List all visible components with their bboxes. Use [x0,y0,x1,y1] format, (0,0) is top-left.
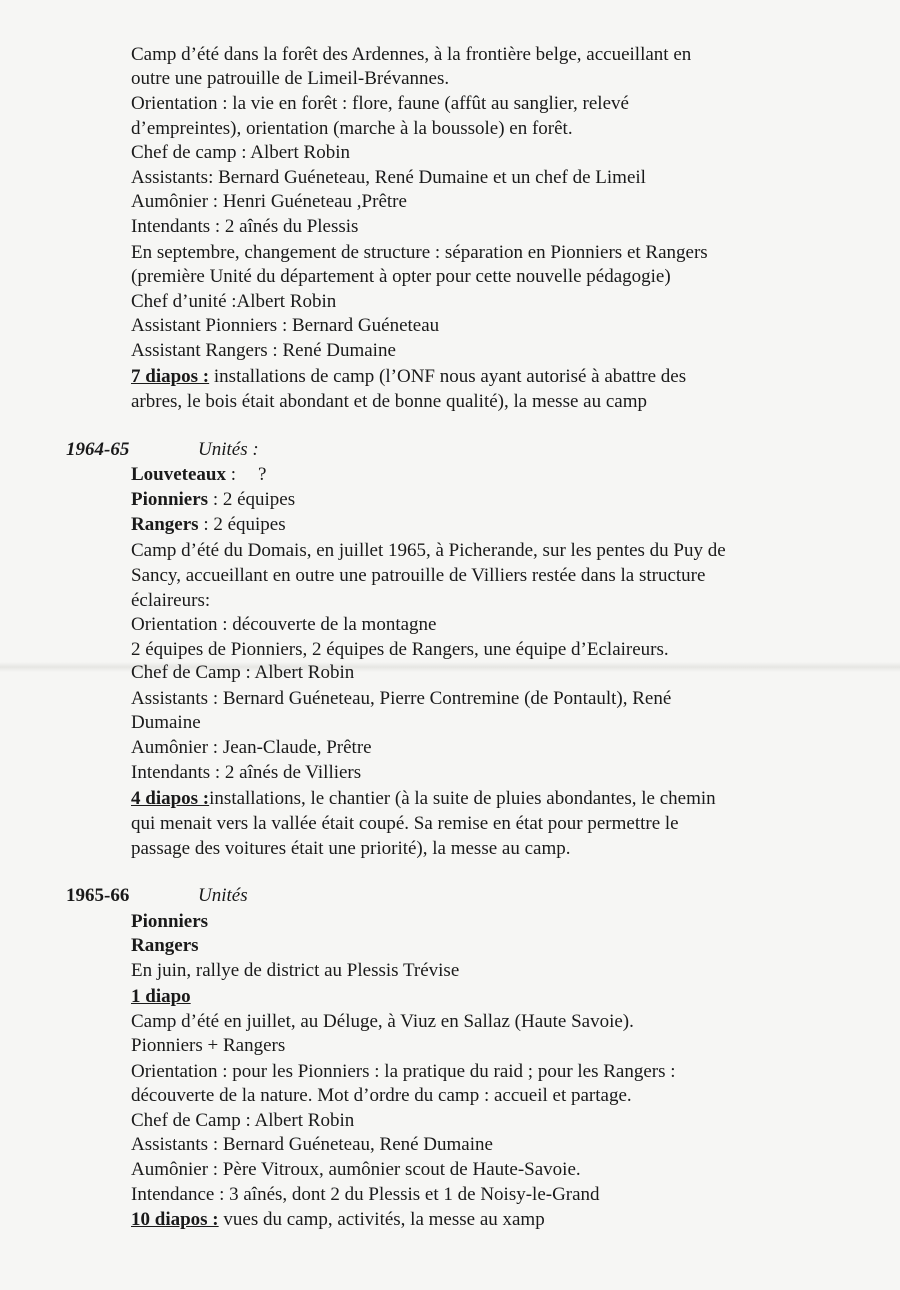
text-line: Camp d’été du Domais, en juillet 1965, à Picherande, sur les pentes du Puy de [131,540,726,561]
text-line: découverte de la nature. Mot d’ordre du camp : accueil et partage. [131,1085,632,1106]
text-line: outre une patrouille de Limeil-Brévannes. [131,68,450,89]
text-line: Chef de Camp : Albert Robin [131,1110,355,1131]
text-line: Orientation : découverte de la montagne [131,614,437,635]
unit-louveteaux: Louveteaux : ? [131,464,267,485]
text-line: Assistant Rangers : René Dumaine [131,340,396,361]
text-line: Assistant Pionniers : Bernard Guéneteau [131,315,440,336]
unit-pionniers: Pionniers : 2 équipes [131,489,296,510]
diapos-label: 4 diapos : [131,788,210,809]
text-line: Pionniers + Rangers [131,1035,286,1056]
text-line: Camp d’été en juillet, au Déluge, à Viuz en Sallaz (Haute Savoie). [131,1011,634,1032]
text-line: Assistants: Bernard Guéneteau, René Dumaine et un chef de Limeil [131,167,646,188]
diapos-line [131,787,716,811]
text-line: d’empreintes), orientation (marche à la boussole) en forêt. [131,118,573,139]
text-line: 2 équipes de Pionniers, 2 équipes de Rangers, une équipe d’Eclaireurs. [131,639,669,660]
unit-rangers: Rangers : 2 équipes [131,514,286,535]
text-line: Sancy, accueillant en outre une patrouille de Villiers restée dans la structure [131,565,706,586]
text-line: Intendants : 2 aînés du Plessis [131,216,359,237]
diapos-label: 10 diapos : [131,1209,219,1230]
year-heading: 1965-66 [66,885,130,906]
text-line: éclaireurs: [131,590,211,611]
text-line: Orientation : la vie en forêt : flore, faune (affût au sanglier, relevé [131,93,629,114]
text-line: En juin, rallye de district au Plessis Trévise [131,960,460,981]
text-line: qui menait vers la vallée était coupé. Sa remise en état pour permettre le [131,813,679,834]
text-line: passage des voitures était une priorité), la messe au camp. [131,838,571,859]
text-line: En septembre, changement de structure : séparation en Pionniers et Rangers [131,242,708,263]
unit-pionniers: Pionniers [131,911,209,932]
text-line: Chef de camp : Albert Robin [131,142,350,163]
text-line: (première Unité du département à opter pour cette nouvelle pédagogie) [131,266,671,287]
diapos-text: installations de camp (l’ONF nous ayant autorisé à abattre des [209,366,687,387]
text-line: arbres, le bois était abondant et de bonne qualité), la messe au camp [131,391,647,412]
diapos-line [131,365,686,389]
text-line: Aumônier : Henri Guéneteau ,Prêtre [131,191,407,212]
text-line: Chef de Camp : Albert Robin [131,662,355,683]
diapos-text: installations, le chantier (à la suite de pluies abondantes, le chemin [209,788,716,809]
text-line: Assistants : Bernard Guéneteau, Pierre Contremine (de Pontault), René [131,688,672,709]
text-line: Dumaine [131,712,201,733]
unites-heading: Unités [198,885,248,906]
unit-rangers: Rangers [131,935,199,956]
text-line: Aumônier : Jean-Claude, Prêtre [131,737,372,758]
text-line: Camp d’été dans la forêt des Ardennes, à la frontière belge, accueillant en [131,44,692,65]
text-line: Assistants : Bernard Guéneteau, René Dumaine [131,1134,493,1155]
unites-heading: Unités : [198,439,259,460]
text-line: Orientation : pour les Pionniers : la pratique du raid ; pour les Rangers : [131,1061,676,1082]
diapo-label: 1 diapo [131,986,191,1007]
diapos-text: vues du camp, activités, la messe au xamp [218,1209,545,1230]
text-line: Intendants : 2 aînés de Villiers [131,762,362,783]
text-line: Chef d’unité :Albert Robin [131,291,337,312]
text-line: Aumônier : Père Vitroux, aumônier scout de Haute-Savoie. [131,1159,581,1180]
text-line: Intendance : 3 aînés, dont 2 du Plessis et 1 de Noisy-le-Grand [131,1184,600,1205]
diapos-line [131,1208,545,1232]
year-heading: 1964-65 [66,439,130,460]
diapos-label: 7 diapos : [131,366,210,387]
